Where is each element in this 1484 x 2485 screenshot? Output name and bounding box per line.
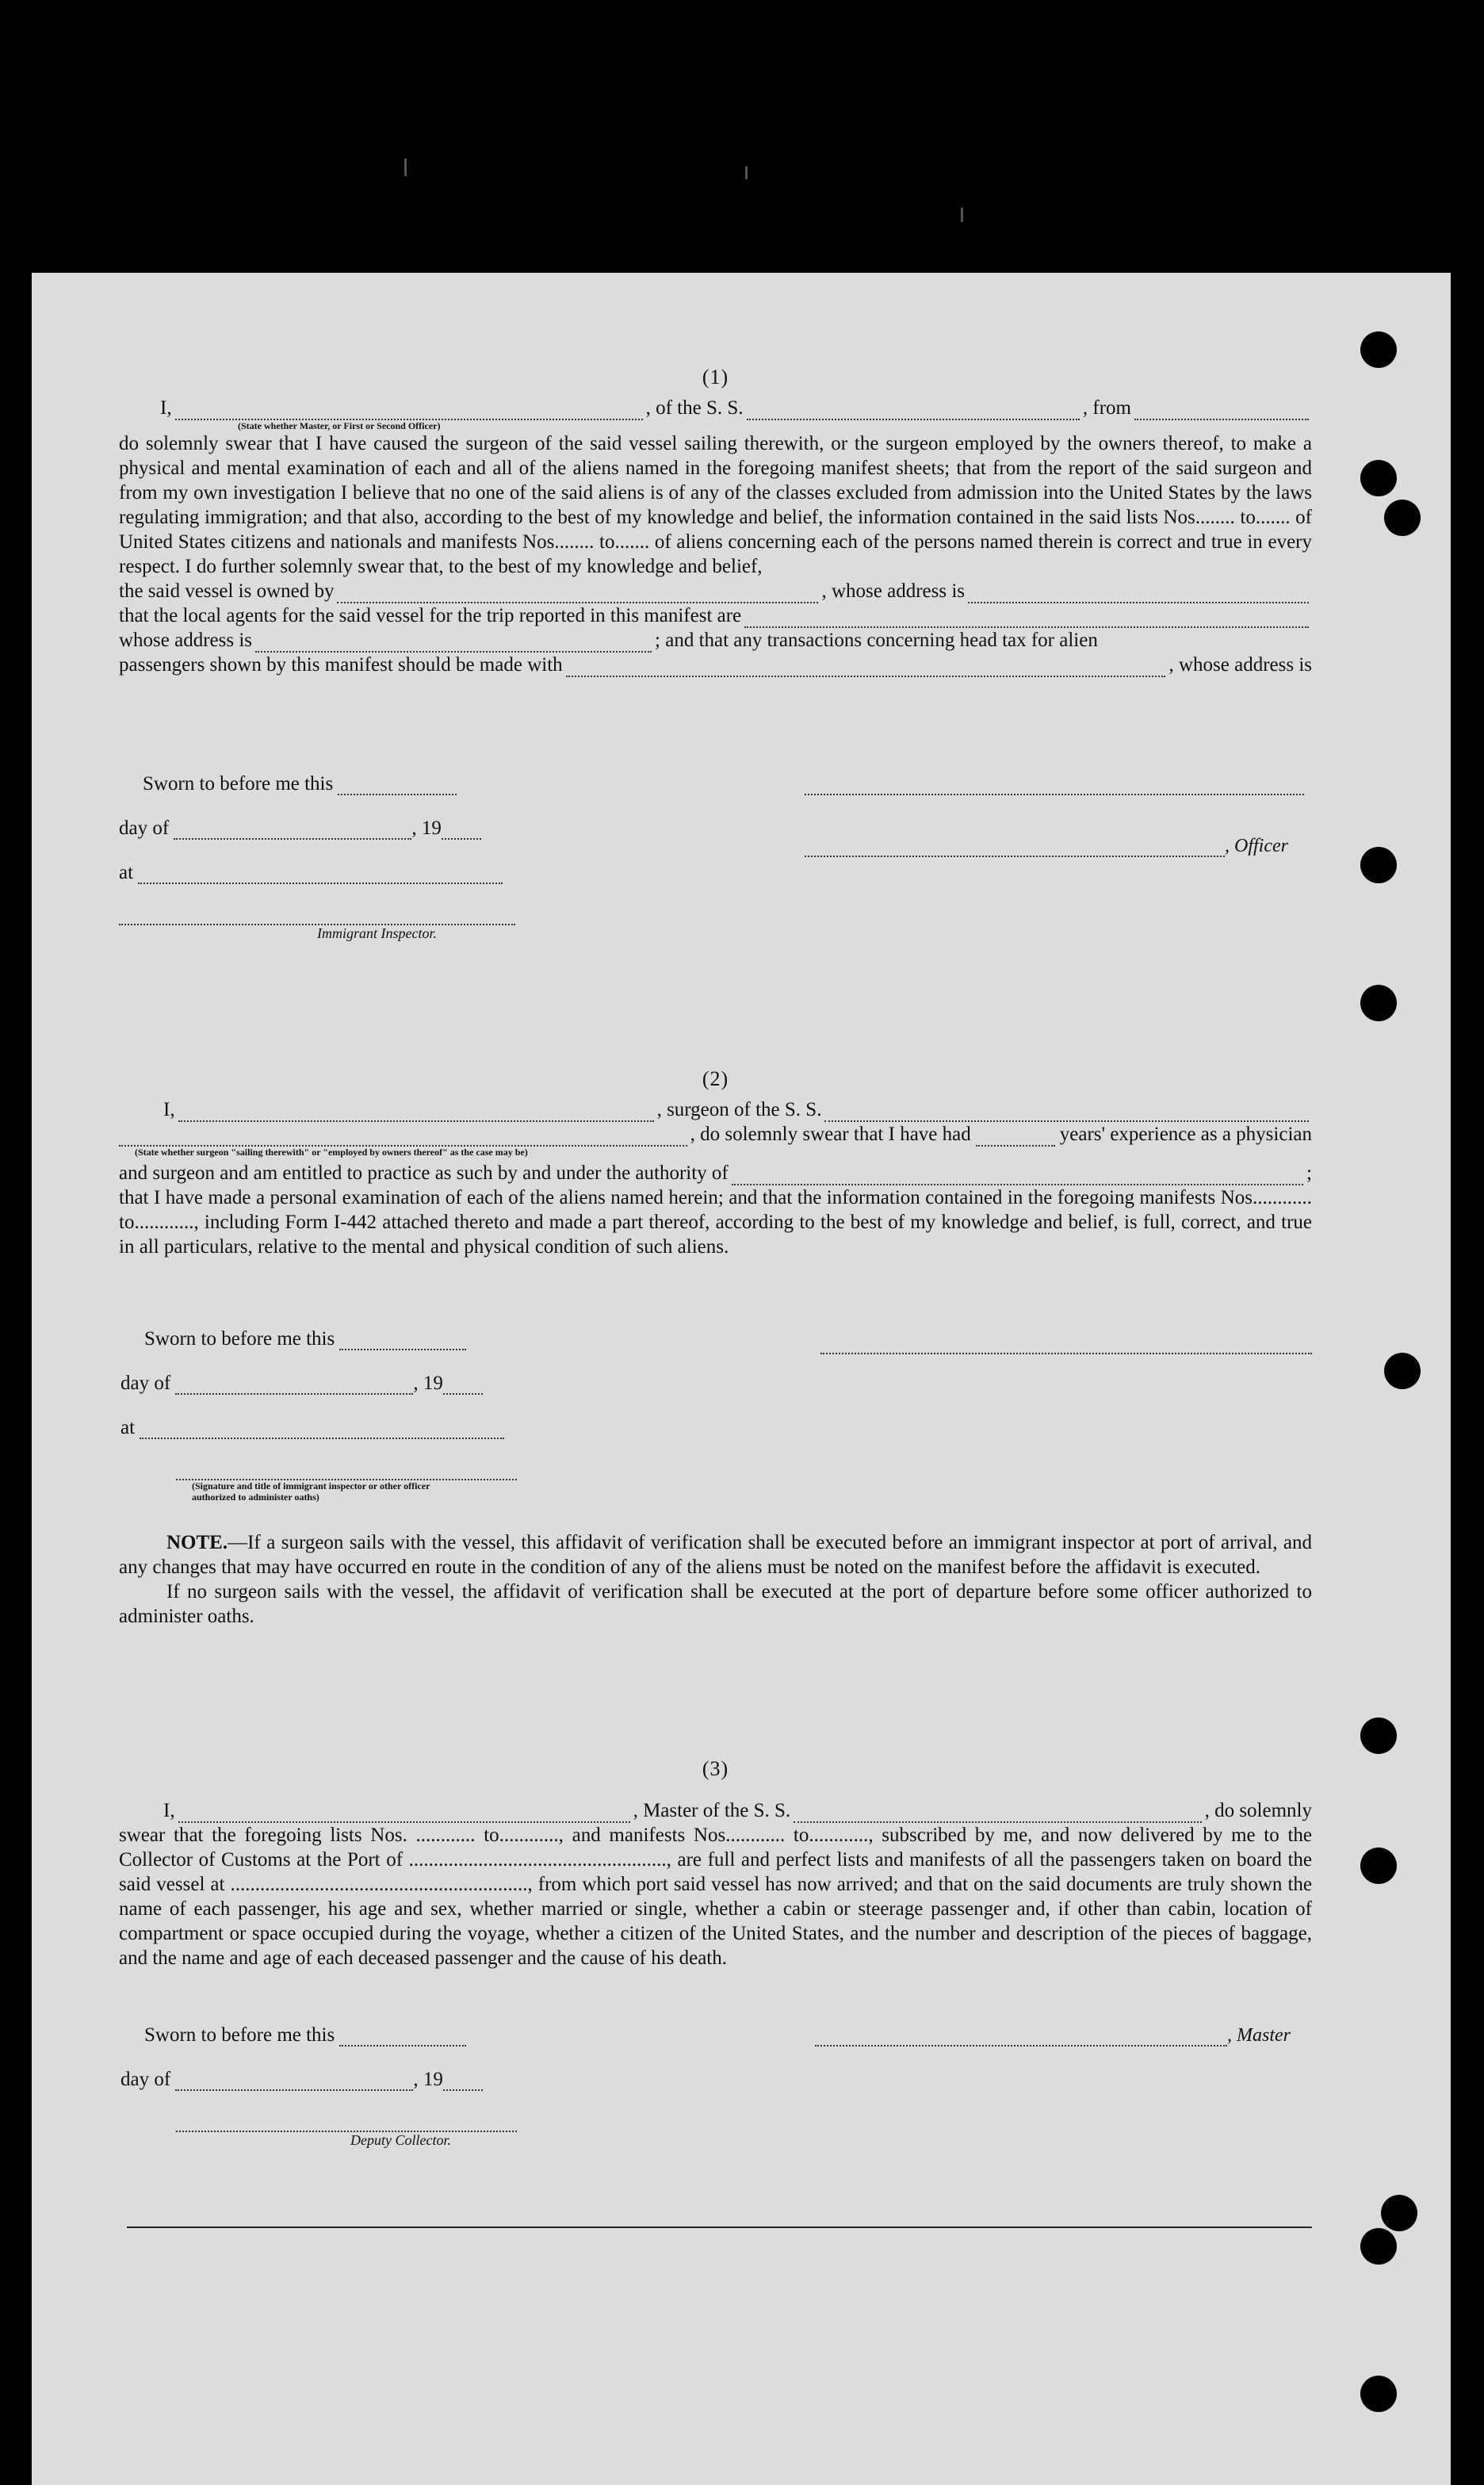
master-name-field[interactable] [178, 1804, 630, 1823]
label-from: , from [1082, 397, 1131, 419]
label-owned-by: the said vessel is owned by [119, 580, 335, 602]
label-authority: and surgeon and am entitled to practice as such by and under the authority of [119, 1162, 729, 1184]
section-2: (2) I, , surgeon of the S. S. , do solemnly swear that I have had years' experience as a physician (State whether surgeon "sailing therewith" or "employed by owners thereof" as the case may be) and surgeon and am entitled to practice as such by and under the authority of ; that I have made a personal examination of each of the aliens named herein; and that the information contained in the foregoing manifests Nos............ to............, including Form I-442 attached thereto and made a part thereof, according to the best of my knowledge and belief, is full, correct, and true in all particulars, relative to the mental and physical condition of such aliens. [119, 1067, 1312, 1258]
sworn-block-1 [119, 773, 531, 942]
label-19: , 19 [413, 1373, 443, 1394]
vessel-name-field[interactable] [824, 1103, 1309, 1122]
place-field[interactable] [138, 867, 503, 884]
sworn-date-field[interactable] [339, 2029, 466, 2047]
punch-hole [1360, 1847, 1397, 1884]
label-sworn: Sworn to before me this [144, 1328, 335, 1350]
year-field[interactable] [443, 2073, 483, 2091]
label-master-of: , Master of the S. S. [633, 1800, 791, 1821]
bottom-rule [127, 2227, 1312, 2228]
day-field[interactable] [174, 822, 411, 840]
signature-line[interactable] [805, 778, 1304, 795]
vessel-name-field[interactable] [747, 401, 1080, 420]
punch-hole [1360, 2228, 1397, 2265]
label-whose-address-2: whose address is [119, 630, 253, 651]
punch-hole [1381, 2195, 1417, 2231]
day-field[interactable] [175, 2073, 413, 2091]
label-at: at [119, 862, 134, 883]
years-field[interactable] [976, 1131, 1055, 1147]
label-surgeon-of: , surgeon of the S. S. [656, 1099, 822, 1120]
label-day-of: day of [120, 2069, 171, 2090]
section-3 [119, 1756, 1312, 1970]
owner-address-field[interactable] [968, 584, 1309, 603]
label-swear: , do solemnly swear that I have had [690, 1124, 971, 1145]
label-i: I, [163, 1099, 175, 1120]
sworn-block-2 [120, 1328, 533, 1503]
master-signature-block [815, 2024, 1291, 2047]
section-number: (1) [702, 366, 729, 389]
surgeon-type-field[interactable] [119, 1128, 687, 1147]
label-at: at [120, 1417, 136, 1438]
label-whose-address-3: , whose address is [1168, 654, 1312, 676]
sworn-date-field[interactable] [338, 778, 457, 795]
agents-field[interactable] [744, 609, 1309, 628]
scan-mark [961, 208, 963, 222]
officer-name-field[interactable] [175, 401, 643, 420]
label-i: I, [160, 397, 172, 419]
officer-signature-field[interactable] [805, 840, 1225, 857]
sworn-date-field[interactable] [339, 1333, 466, 1350]
label-sworn: Sworn to before me this [143, 773, 334, 795]
section-number: (2) [702, 1067, 729, 1090]
label-19: , 19 [413, 2069, 443, 2090]
caption: (State whether surgeon "sailing therewith" or "employed by owners thereof" as the case may be) [135, 1147, 528, 1158]
punch-hole [1360, 331, 1397, 368]
sig-caption: (Signature and title of immigrant inspector or other officer authorized to administer oaths) [192, 1480, 430, 1503]
collector-signature-field[interactable] [176, 2115, 517, 2132]
officer-signature-block [805, 773, 1312, 857]
label-master: , Master [1227, 2025, 1291, 2046]
sworn-block-3 [120, 2024, 533, 2149]
master-paragraph: swear that the foregoing lists Nos. ............ to............, and manifests Nos............ to............, subscribed by me, and now delivered by me to the Collector of Customs at the Port of ...................................................., are full and perfect lists and manifests of all the passengers taken on board the said vessel at ............................................................, from which port said vessel has now arrived; and that on the said documents are truly shown the name of each passenger, his age and sex, whether married or single, whether a cabin or steerage passenger and, if other than cabin, location of compartment or space occupied during the voyage, whether a citizen of the United States, and the number and description of the pieces of baggage, and the name and age of each deceased passenger and the cause of his death. [119, 1825, 1312, 1969]
inspector-caption: Immigrant Inspector. [317, 925, 437, 941]
label-do-solemnly: , do solemnly [1204, 1800, 1312, 1821]
punch-hole [1360, 985, 1397, 1021]
label-whose-address: , whose address is [821, 580, 965, 602]
vessel-name-field[interactable] [794, 1804, 1201, 1823]
note-text: —If a surgeon sails with the vessel, this affidavit of verification shall be executed before an immigrant inspector at port of arrival, and any changes that may have occurred en route in the condition of any of the aliens must be noted on the manifest before the affidavit is executed. [119, 1532, 1312, 1578]
label-sworn: Sworn to before me this [144, 2024, 335, 2046]
master-signature-field[interactable] [815, 2029, 1227, 2047]
inspector-signature-field[interactable] [119, 908, 515, 925]
surgeon-name-field[interactable] [178, 1103, 654, 1122]
label-day-of: day of [120, 1373, 171, 1394]
note-block [119, 1530, 1312, 1629]
place-field[interactable] [140, 1422, 504, 1439]
transactions-field[interactable] [566, 658, 1166, 677]
caption: (State whether Master, or First or Second Officer) [238, 420, 441, 431]
deputy-caption: Deputy Collector. [350, 2132, 451, 2148]
year-field[interactable] [443, 1377, 483, 1395]
section-1 [119, 365, 1312, 677]
label-years: years' experience as a physician [1059, 1124, 1312, 1145]
surgeon-signature-block [820, 1332, 1312, 1354]
authority-field[interactable] [732, 1166, 1303, 1185]
punch-hole [1360, 1717, 1397, 1754]
port-from-field[interactable] [1134, 401, 1309, 420]
surgeon-paragraph: that I have made a personal examination of each of the aliens named herein; and that the information contained in the foregoing manifests Nos............ to............, including Form I-442 attached thereto and made a part thereof, according to the best of my knowledge and belief, is full, correct, and true in all particulars, relative to the mental and physical condition of such aliens. [119, 1187, 1312, 1258]
label-passengers: passengers shown by this manifest should be made with [119, 654, 563, 676]
punch-hole [1360, 2376, 1397, 2412]
scan-mark [404, 159, 407, 176]
oath-paragraph: do solemnly swear that I have caused the surgeon of the said vessel sailing therewith, or the surgeon employed by the owners thereof, to make a physical and mental examination of each and all of the aliens named in the foregoing manifest sheets; that from the report of the said surgeon and from my own investigation I believe that no one of the said aliens is of any of the classes excluded from admission into the United States by the laws regulating immigration; and that also, according to the best of my knowledge and belief, the information contained in the said lists Nos........ to....... of United States citizens and nationals and manifests Nos........ to....... of aliens concerning each of the persons named therein is correct and true in every respect. I do further solemnly swear that, to the best of my knowledge and belief, [119, 433, 1312, 577]
agents-address-field[interactable] [255, 634, 652, 653]
owner-field[interactable] [337, 584, 818, 603]
note-label: NOTE. [166, 1532, 228, 1553]
punch-hole [1384, 1353, 1421, 1389]
label-of-ss: , of the S. S. [645, 397, 744, 419]
punch-hole [1360, 847, 1397, 883]
note-text-2: If no surgeon sails with the vessel, the affidavit of verification shall be executed at the port of departure before some officer authorized to administer oaths. [119, 1581, 1312, 1627]
section-number: (3) [702, 1757, 729, 1780]
label-day-of: day of [119, 817, 170, 839]
punch-hole [1360, 460, 1397, 496]
inspector-signature-field[interactable] [176, 1463, 517, 1480]
label-i: I, [163, 1800, 175, 1821]
year-field[interactable] [442, 822, 481, 840]
label-local-agents: that the local agents for the said vessel for the trip reported in this manifest are [119, 605, 742, 626]
day-field[interactable] [175, 1377, 413, 1395]
punch-hole [1384, 500, 1421, 536]
surgeon-signature-field[interactable] [820, 1337, 1312, 1354]
label-officer: , Officer [1225, 836, 1288, 856]
label-head-tax: ; and that any transactions concerning head tax for alien [655, 630, 1098, 651]
label-19: , 19 [411, 817, 442, 839]
scan-mark [745, 167, 748, 179]
